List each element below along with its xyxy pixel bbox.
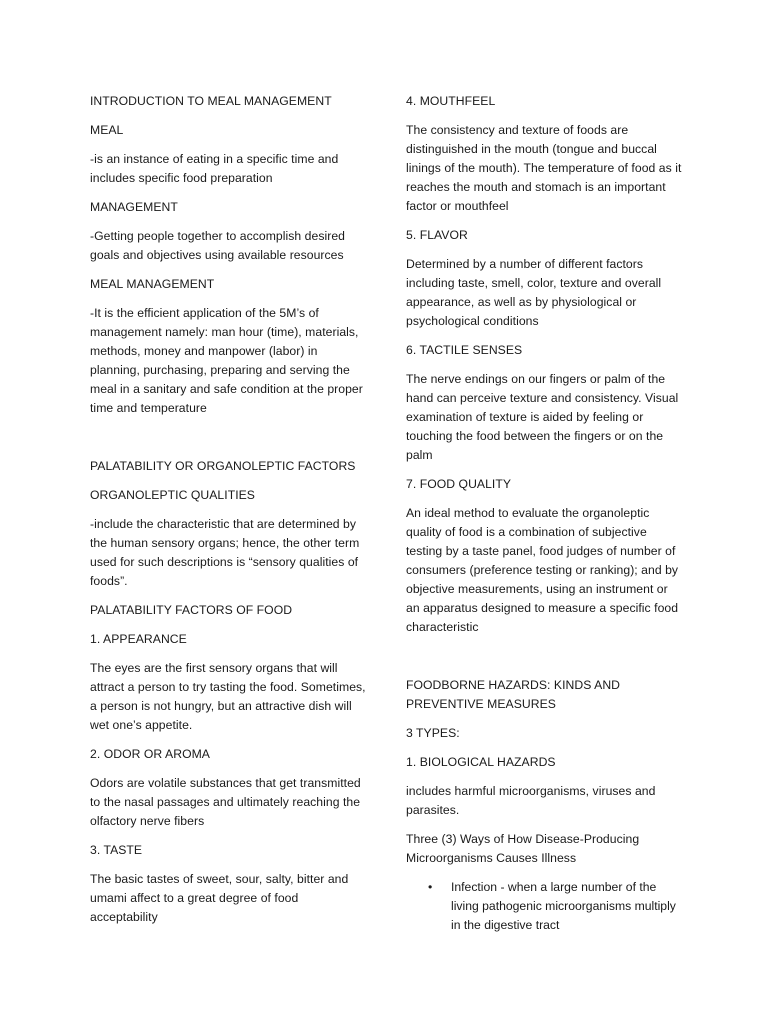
intro-heading: INTRODUCTION TO MEAL MANAGEMENT bbox=[90, 94, 332, 108]
meal-heading: MEAL bbox=[90, 123, 124, 137]
mouthfeel-text: The consistency and texture of foods are distinguished in the mouth (tongue and buccal linings of the mouth). The temperature of food as it reaches the mouth and stomach is an important factor or mouthfeel bbox=[406, 123, 682, 213]
left-column bbox=[90, 92, 366, 937]
list-item bbox=[406, 878, 682, 935]
types-heading: 3 TYPES: bbox=[406, 726, 460, 740]
organoleptic-heading: ORGANOLEPTIC QUALITIES bbox=[90, 488, 255, 502]
palatability-factors-heading: PALATABILITY FACTORS OF FOOD bbox=[90, 603, 293, 617]
section-spacer bbox=[90, 428, 366, 457]
organoleptic-definition: -include the characteristic that are determined by the human sensory organs; hence, the other term used for such descriptions is “sensory qualities of foods”. bbox=[90, 517, 360, 588]
palatability-heading: PALATABILITY OR ORGANOLEPTIC FACTORS bbox=[90, 459, 356, 473]
flavor-text: Determined by a number of different factors including taste, smell, color, texture and overall appearance, as well as by physiological or psychological conditions bbox=[406, 257, 662, 328]
taste-heading: 3. TASTE bbox=[90, 843, 143, 857]
odor-text: Odors are volatile substances that get transmitted to the nasal passages and ultimately reaching the olfactory nerve fibers bbox=[90, 776, 361, 828]
right-column bbox=[406, 92, 682, 935]
section-spacer bbox=[406, 647, 682, 676]
biological-hazards-text: includes harmful microorganisms, viruses and parasites. bbox=[406, 784, 656, 817]
tactile-heading: 6. TACTILE SENSES bbox=[406, 343, 523, 357]
bullet-icon: • bbox=[428, 880, 433, 894]
meal-definition: -is an instance of eating in a specific time and includes specific food preparation bbox=[90, 152, 339, 185]
appearance-heading: 1. APPEARANCE bbox=[90, 632, 187, 646]
appearance-text: The eyes are the first sensory organs that will attract a person to try tasting the food. Sometimes, a person is not hungry, but an attractive dish will wet one’s appetite. bbox=[90, 661, 366, 732]
flavor-heading: 5. FLAVOR bbox=[406, 228, 468, 242]
ways-heading: Three (3) Ways of How Disease-Producing Microorganisms Causes Illness bbox=[406, 832, 640, 865]
taste-text: The basic tastes of sweet, sour, salty, bitter and umami affect to a great degree of food acceptability bbox=[90, 872, 349, 924]
mouthfeel-heading: 4. MOUTHFEEL bbox=[406, 94, 496, 108]
food-quality-heading: 7. FOOD QUALITY bbox=[406, 477, 512, 491]
management-heading: MANAGEMENT bbox=[90, 200, 178, 214]
meal-management-definition: -It is the efficient application of the 5M’s of management namely: man hour (time), materials, methods, money and manpower (labor) in planning, purchasing, preparing and serving the meal in a sanitary and safe condition at the proper time and temperature bbox=[90, 306, 363, 415]
tactile-text: The nerve endings on our fingers or palm of the hand can perceive texture and consistency. Visual examination of texture is aided by feeling or touching the food between the fingers or on the palm bbox=[406, 372, 679, 462]
hazards-heading: FOODBORNE HAZARDS: KINDS AND PREVENTIVE MEASURES bbox=[406, 678, 621, 711]
odor-heading: 2. ODOR OR AROMA bbox=[90, 747, 210, 761]
meal-management-heading: MEAL MANAGEMENT bbox=[90, 277, 215, 291]
list-item-text: Infection - when a large number of the living pathogenic microorganisms multiply in the digestive tract bbox=[451, 880, 676, 932]
management-definition: -Getting people together to accomplish desired goals and objectives using available resources bbox=[90, 229, 345, 262]
biological-hazards-heading: 1. BIOLOGICAL HAZARDS bbox=[406, 755, 556, 769]
food-quality-text: An ideal method to evaluate the organoleptic quality of food is a combination of subjective testing by a taste panel, food judges of number of consumers (preference testing or ranking); and by objective measurements, using an instrument or an apparatus designed to measure a specific food characteristic bbox=[406, 506, 679, 634]
